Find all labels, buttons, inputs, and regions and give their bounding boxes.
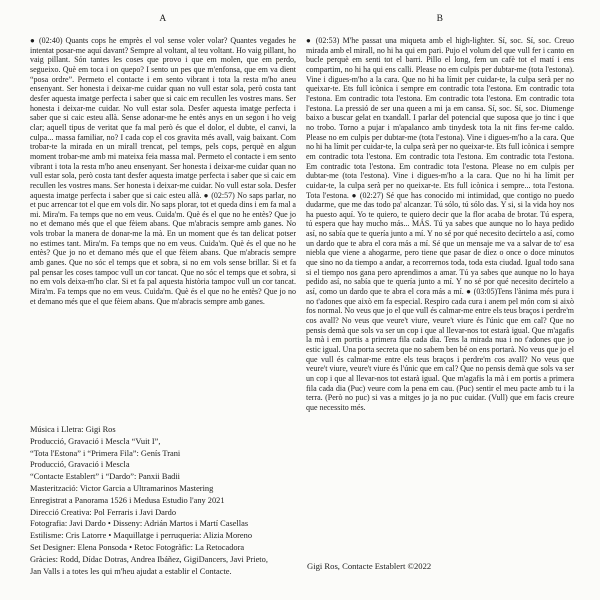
side-b-lyrics: ● (02:53) M'he passat una miqueta amb el high-lighter. Sí, soc. Sí, soc. Creuo mirada amb el mirall, no hi ha qui em pari. Pujo el volum del que vull fer i canto en bucle perquè em senti tot el barri. Pillo el long, fem un cafè tot el matí i ens compartim, no hi ha qui ens calli. Please no em culpis per dubtar-me (tota l'estona). Vine i digues-m'ho a la cara. Que no hi ha límit per cuidar-te, la culpa serà per no queixar-te. Ets full icònica i sempre em contradic tota l'estona. Em contradic tota l'estona. Em contradic tota l'estona. Em contradic tota l'estona. Em contradic tota l'estona. La pressió de ser una queen a mi ja em cansa. Sí, soc. Sí, soc. Diumenge baixo a buscar gelat en txandall. I parlar del potencial que suposa que jo tinc i que no trobo. Torno a pujar i m'apalanco amb tinydesk tota la nit fins fer-me caldo. Please no em culpis per dubtar-me (tota l'estona). Vine i digues-m'ho a la cara. Que no hi ha límit per cuidar-te, la culpa serà per no queixar-te. Ets full icònica i sempre em contradic tota l'estona. Em contradic tota l'estona. Em contradic tota l'estona. Em contradic tota l'estona. Em contradic tota l'estona. Please no em culpis per dubtar-me (tota l'estona). Vine i digues-m'ho a la cara. Que no hi ha límit per cuidar-te, la culpa serà per no queixar-te. Ets full icònica i sempre... tota l'estona. Tota l'estona. ● (02:27) Sé que has conocido mi intimidad, que contigo no puedo dudarme, que me das todo pa' alcanzar. Tú sólo, tú sólo das. Y si, si la vida hoy nos ha puesto aquí. Yo te quiero, te quiero decir que la flor acaba de brotar. Tú espera, tú espera que hay mucho más... MÁS. Tú ya sabes que aunque no lo haya pedido así, no sabía que te quería junto a mí. Y no sé por qué necesito decírtelo a así, como un dardo que te abra el cora más a mí. Sé que un mensaje me va a salvar de to' esa niebla que viene a ahogarme, pero tiene que pasar de diez o once o doce minutos que sino no da tiempo a andar, a recorrernos toda, toda esta ciudad. Igual todo sana si el tiempo nos gana pero aprendimos a amar. Tú ya sabes que aunque no lo haya pedido así, no sabía que te quería junto a mí. Y no sé por qué necesito decírtelo a así, como un dardo que te abra el cora más a mí. ● (03:05)Tens l'ànima més pura i no t'adones que això em fa especial. Respiro cada cura i anem pel món com si això fos normal. No veus que jo el que vull és calmar-me entre els teus braços i perdre'm cos avall? No veus que veure't viure, veure't viure és l'únic que em cal? Que no pensis demà que sols va ser un cop i que al llevar-nos tot estarà igual. Que m'agafis la mà i em portis a primera fila cada dia. Tens la mirada nua i no t'adones que jo estic igual. Una porta secreta que no sabem ben bé on ens portarà. No veus que jo el que vull és calmar-me entre els teus braços i perdre'm cos avall? No veus que veure't viure, veure't viure és l'únic que em cal? Que no pensis demà que sols va ser un cop i que al llevar-nos tot estarà igual. Que m'agafis la mà i em portis a primera fila cada dia (Puc) veure com la pena em cau. (Puc) sentir el meu pacte amb tu i la terra. (Però no puc) si vas a mitges jo ja no puc cuidar. (Vull) que em facis creure que necessito més.: [306, 36, 574, 412]
credit-line: “Tota l'Estona” i “Primera Fila”: Genís Trani: [30, 448, 181, 458]
side-b-header: B: [436, 14, 444, 24]
credit-line: Producció, Gravació i Mescla: [30, 460, 130, 470]
credit-line: Set Designer: Elena Ponsoda • Retoc Fotogràfic: La Retocadora: [30, 542, 245, 552]
side-a-header: A: [159, 14, 167, 24]
credit-line: Jan Valls i a totes les qui m'heu ajudat a establir el Contacte.: [30, 566, 232, 576]
credit-line: Música i Lletra: Gigi Ros: [30, 425, 116, 434]
side-b-column: [306, 14, 574, 413]
credit-line: Estilisme: Cris Latorre • Maquillatge i perruqueria: Alizia Moreno: [30, 531, 253, 541]
credits-block: [30, 424, 322, 577]
credit-line: Direcció Creativa: Pol Ferraris i Javi Dardo: [30, 507, 177, 517]
side-a-column: [30, 14, 296, 306]
credit-line: Gràcies: Rodd, Dídac Dotras, Andrea Ibáñez, GigiDancers, Javi Prieto,: [30, 554, 268, 564]
credit-line: Enregistrat a Panorama 1526 i Medusa Estudio l'any 2021: [30, 495, 225, 505]
side-a-lyrics: ● (02:40) Quants cops he emprès el vol sense voler volar? Quantes vegades he intentat posar-me aquí davant? Sempre al voltant, al teu voltant. Ho vaig pillant, ho vaig pillant. Són tantes les coses que provo i que em molen, que em perdo, segueixo. Què em toca i on quepo? I sento un pes que m'enfonsa, que em va dient “posa ordre”. Permeto el contacte i em sento vibrant i tota la resta m'ho aneu ensenyant. Ser honesta i deixar-me cuidar quan no vull estar sola, però costa tant desfer aquesta imatge perfecta i saber que si caic em recullen les vostres mans. Ser honesta i deixar-me cuidar. No vull estar sola. Desfer aquesta imatge perfecta i saber que si caic esteu allà. Sense adonar-me he entès anys en un segon i ho veig clar; aquell tipus de veritat que fa mal però és que el dolor, el dubte, el canvi, la culpa... massa familiar, no? I cada cop el cos gravita més avall, vaig baixant. Com trobar-te la mirada en un mirall trencat, pel temps, pels cops, perquè en algun moment trobar-me amb mi mateixa feia massa mal. Permeto el contacte i em sento vibrant i tota la resta m'ho aneu ensenyant. Ser honesta i deixar-me cuidar quan no vull estar sola, però costa tant desfer aquesta imatge perfecta i saber que si caic em recullen les vostres mans. Ser honesta i deixar-me cuidar. No vull estar sola. Desfer aquesta imatge perfecta i saber que si caic esteu allà. ● (02:57) No saps parlar, no et puc arrencar tot el que em vols dir. No saps plorar, tot et queda dins i em fa mal a mi. Mira'm. Fa temps que no em veus. Cuida'm. Què és el que no he entès? Que jo no et demano més que el que fèiem abans. Que m'abracis sempre amb ganes. No vols trobar la manera de donar-me la mà. En un moment que és tan delicat potser no estimes tant. Mira'm. Fa temps que no em veus. Cuida'm. Què és el que no he entès? Que jo no et demano més que el que fèiem abans. Que m'abracis sempre amb ganes. Que no sóc el temps que et sobra, si no em vols sense brillar. Si et fa pal pensar les coses tampoc vull un cor tancat. Que no sóc el temps que et sobra, si no em vols deixa-m'ho clar. Si et fa pal aquesta història tampoc vull un cor tancat. Mira'm. Fa temps que no em veus. Cuida'm. Què és el que no he entès? Que jo no et demano més que el que fèiem abans. Que m'abracis sempre amb ganes.: [30, 36, 296, 306]
credit-line: “Contacte Establert” i “Dardo”: Panxii Badii: [30, 472, 181, 482]
credit-line: Producció, Gravació i Mescla “Vuit I”,: [30, 436, 161, 446]
credit-line: Masterització: Victor Garcia a Ultramarinos Mastering: [30, 483, 214, 493]
copyright-note: Gigi Ros, Contacte Establert ©2022: [307, 561, 432, 571]
credit-line: Fotografia: Javi Dardo • Disseny: Adrián Martos i Martí Casellas: [30, 519, 249, 529]
